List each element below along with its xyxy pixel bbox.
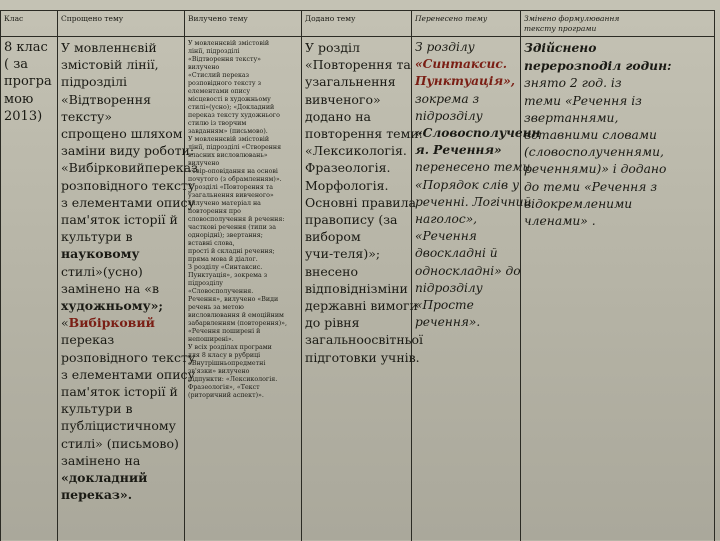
simplified-red-1: Вибірковий <box>68 315 155 331</box>
header-moved: Перенесено тему <box>415 14 488 23</box>
simplified-cell <box>61 39 198 503</box>
moved-red-1: «Синтаксис. Пунктуація», <box>415 57 515 89</box>
column-moved <box>412 11 541 541</box>
simplified-text-3: « <box>61 315 69 331</box>
moved-bold-1: «Словосполученн я. Речення» <box>415 126 541 158</box>
moved-text-1: З розділу <box>415 40 475 54</box>
header-changed <box>524 14 711 34</box>
column-changed <box>521 11 715 541</box>
simplified-text-4: переказ розповідного тексту з елементами опису пам'яток історії й культури в публіцистичному стилі» (письмово) замінено на <box>61 332 196 468</box>
simplified-text-2: стилі»(усно) замінено на «в <box>61 263 159 296</box>
header-changed-line2: тексту програми <box>524 24 597 33</box>
column-added <box>302 11 424 541</box>
header-removed: Вилучено тему <box>188 14 248 23</box>
column-class <box>1 11 58 541</box>
simplified-bold-2: художньому»; <box>61 298 164 314</box>
moved-text-2: зокрема з підрозділу <box>415 91 483 123</box>
simplified-bold-1: науковому <box>61 246 140 262</box>
simplified-text-1: У мовленнєвій змістовій лінії, підрозділі «Відтворення тексту» спрощено шляхом заміни виду роботи: «Вибірковийпереказ розповідного тексту з елементами опису пам'яток історії й культури в <box>61 40 198 245</box>
header-class: Клас <box>4 14 24 23</box>
header-simplified: Спрощено тему <box>61 14 124 23</box>
removed-cell: У мовленнєвій змістовій лінії, підрозділі «Відтворення тексту» вилучено «Стислий переказ розповідного тексту з елементами опису місцевості в художньому стилі»(усно); «Докладний переказ тексту художнього стилю із творчим завданням» (письмово). У мовленнєвій змістовій лінії, підрозділі «Створення власних висловлювань» вилучено «Твір-оповідання на основі почутого (з обрамленням)». У розділі «Повторення та узагальнення вивченого» вилучено матеріал на повторення про словосполучення й речення: часткові речення (типи за однорідні); звертання; вставні слова, прості й складні речення; пряма мова й діалог. З розділу «Синтаксис. Пунктуація», зокрема з підрозділу «Словосполучення. Речення», вилучено «Види речень за метою висловлювання й емоційним забарвленням (повторення)», «Речення поширені й непоширені». У всіх розділах програми для 8 класу в рубриці «Внутрішньопредметні зв'язки» вилучено підпункти: «Лексикологія. Фразеологія», «Текст (риторичний аспект)». <box>188 40 288 399</box>
column-simplified <box>58 11 198 541</box>
changed-text-1: знято 2 год. із теми «Речення із звертаннями, вставними словами (словосполученнями, реченнями)» і додано до теми «Речення з відокремленими членами» . <box>524 76 667 229</box>
class-cell: 8 клас ( за програ мою 2013) <box>4 40 52 124</box>
header-changed-line1: Змінено формулювання <box>524 14 620 23</box>
moved-cell <box>415 39 541 331</box>
header-added: Додано тему <box>305 14 356 23</box>
changed-cell <box>524 39 711 230</box>
added-cell: У розділ «Повторення та узагальнення вивченого» додано на повторення теми: «Лексикологія. Фразеологія. Морфологія. Основні правила правопису (за вибором учи-теля)»; внесено відповіднізміни державні вимоги до рівня загальноосвітньої підготовки учнів. <box>305 40 424 365</box>
simplified-bold-3: «докладний переказ». <box>61 470 148 503</box>
curriculum-table <box>0 10 715 541</box>
changed-bold-1: Здійснено перерозподіл годин: <box>524 40 672 74</box>
column-removed <box>185 11 302 541</box>
header-divider <box>1 36 715 37</box>
moved-text-3: перенесено теми «Порядок слів у реченні. Логічний наголос», «Речення двоскладні й односкладні» до підрозділу «Просте речення». <box>415 160 532 330</box>
